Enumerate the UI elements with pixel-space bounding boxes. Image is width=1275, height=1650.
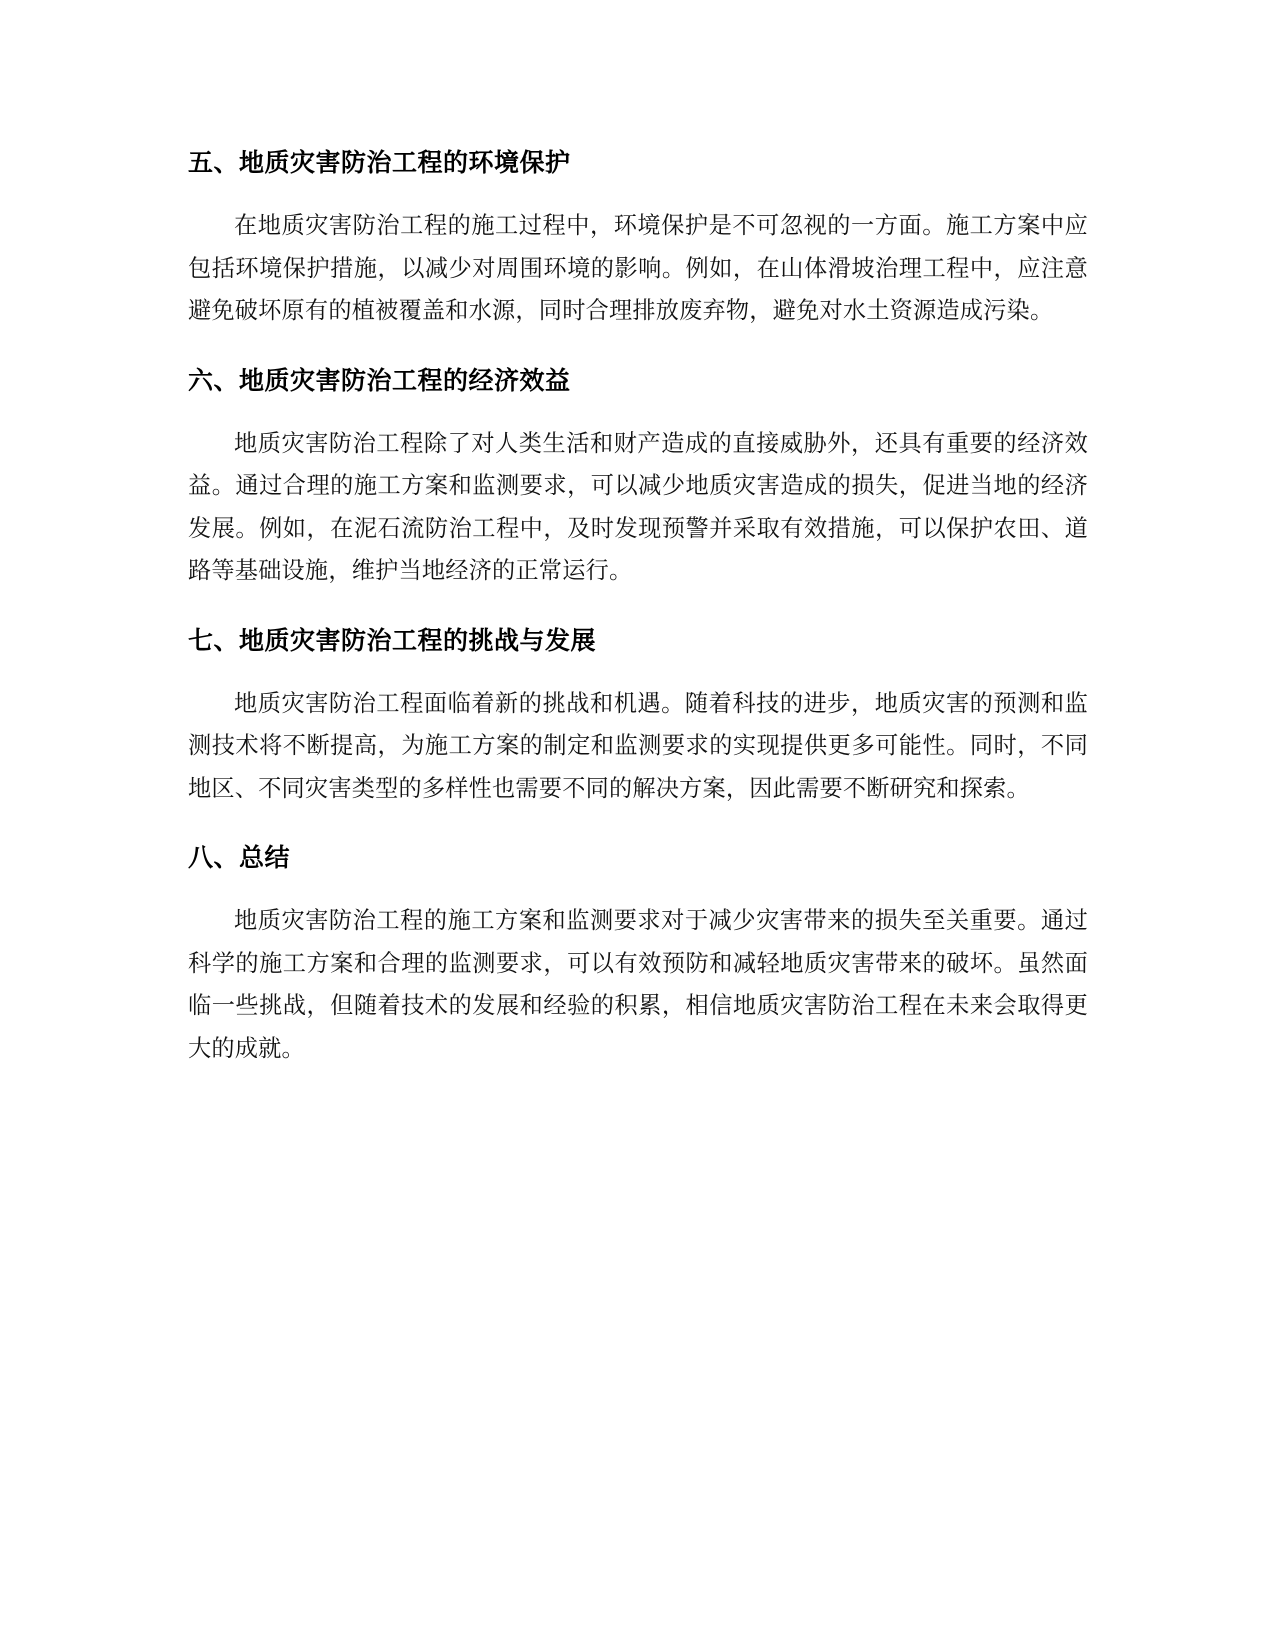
section-summary <box>188 840 1088 1070</box>
document-page <box>188 145 1088 1100</box>
section-heading: 八、总结 <box>188 843 291 872</box>
section-environmental-protection <box>188 145 1088 333</box>
section-challenges-development <box>188 623 1088 811</box>
section-heading: 七、地质灾害防治工程的挑战与发展 <box>188 625 597 655</box>
section-economic-benefits <box>188 363 1088 593</box>
section-paragraph: 在地质灾害防治工程的施工过程中，环境保护是不可忽视的一方面。施工方案中应包括环境保护措施，以减少对周围环境的影响。例如，在山体滑坡治理工程中，应注意避免破坏原有的植被覆盖和水源，同时合理排放废弃物，避免对水土资源造成污染。 <box>188 212 1088 324</box>
section-paragraph: 地质灾害防治工程的施工方案和监测要求对于减少灾害带来的损失至关重要。通过科学的施工方案和合理的监测要求，可以有效预防和减轻地质灾害带来的破坏。虽然面临一些挑战，但随着技术的发展和经验的积累，相信地质灾害防治工程在未来会取得更大的成就。 <box>188 907 1088 1062</box>
section-heading: 六、地质灾害防治工程的经济效益 <box>188 365 571 395</box>
section-paragraph: 地质灾害防治工程除了对人类生活和财产造成的直接威胁外，还具有重要的经济效益。通过合理的施工方案和监测要求，可以减少地质灾害造成的损失，促进当地的经济发展。例如，在泥石流防治工程中，及时发现预警并采取有效措施，可以保护农田、道路等基础设施，维护当地经济的正常运行。 <box>188 429 1088 584</box>
section-heading: 五、地质灾害防治工程的环境保护 <box>188 148 571 177</box>
section-paragraph: 地质灾害防治工程面临着新的挑战和机遇。随着科技的进步，地质灾害的预测和监测技术将不断提高，为施工方案的制定和监测要求的实现提供更多可能性。同时，不同地区、不同灾害类型的多样性也需要不同的解决方案，因此需要不断研究和探索。 <box>188 689 1088 802</box>
